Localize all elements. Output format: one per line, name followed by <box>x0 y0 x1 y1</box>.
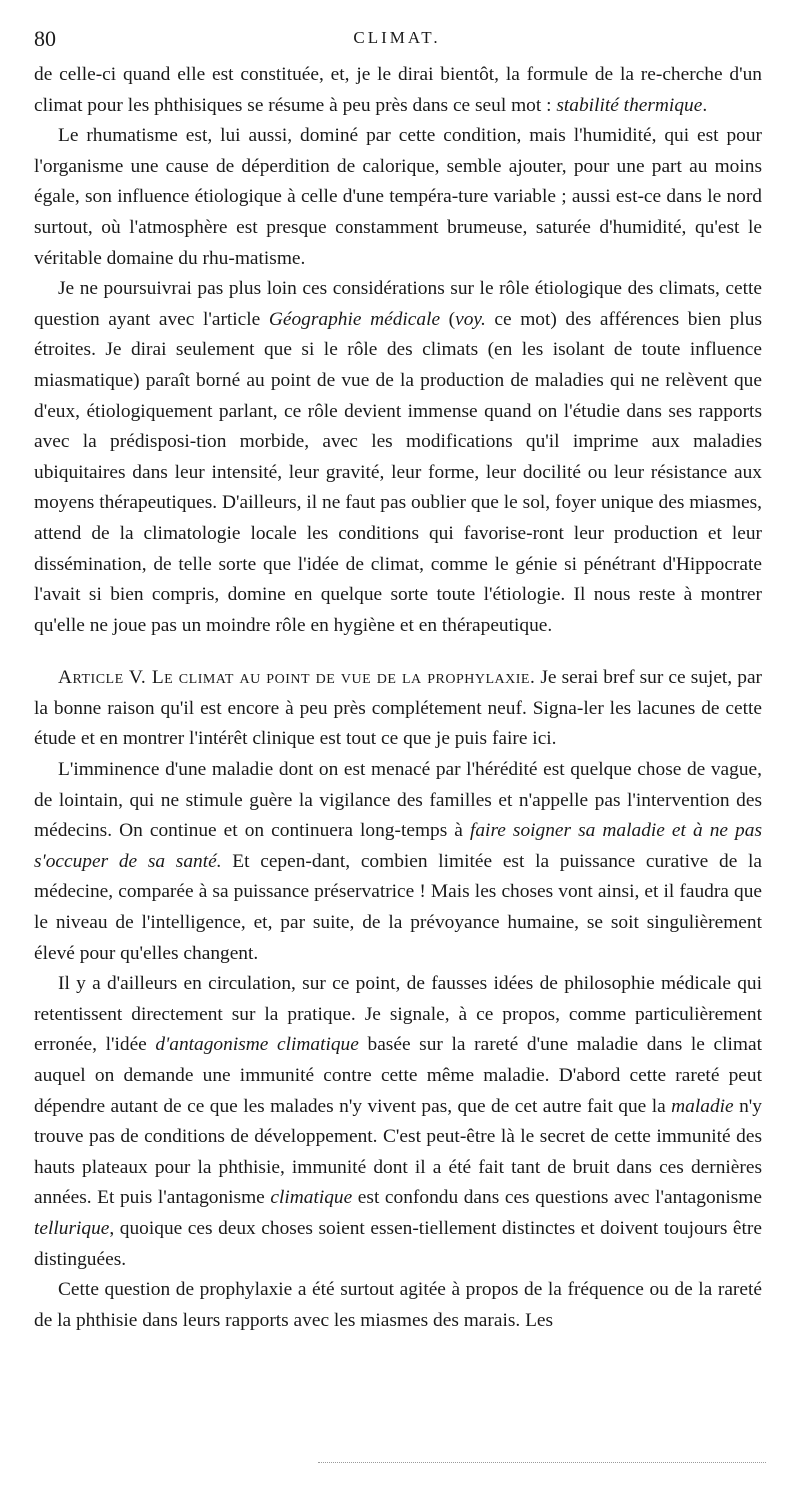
paragraph-text: basée sur la rareté d'une maladie dans le climat auquel on demande une immunité contre cette même maladie. D'abord cette rareté peut dépendre autant de ce que les malades n'y vivent pas, que de cet autre fait que la <box>34 1034 762 1117</box>
paragraph-text: . <box>702 94 708 116</box>
page-number: 80 <box>34 26 56 51</box>
page-header <box>34 26 760 56</box>
paragraph-text: est confondu dans ces questions avec l'antagonisme <box>352 1187 762 1209</box>
paragraph <box>34 121 762 274</box>
running-title: CLIMAT. <box>353 28 441 47</box>
paragraph-text: L'imminence d'une maladie dont on est menacé par l'hérédité est quelque chose de vague, de lointain, qui ne stimule guère la vigilance des familles et n'appelle pas l'intervention des médecins. On continue et on continuera long-temps à <box>34 759 762 842</box>
page-bottom-rule <box>318 1462 766 1463</box>
paragraph <box>34 274 762 641</box>
italic-text: voy. <box>455 308 486 330</box>
body-text <box>34 60 762 1336</box>
italic-text: tellurique <box>34 1217 110 1239</box>
italic-text: d'antagonisme climatique <box>155 1034 359 1056</box>
paragraph <box>34 755 762 969</box>
paragraph-text: , quoique ces deux choses soient essen-tiellement distinctes et doivent toujours être distinguées. <box>34 1217 762 1270</box>
paragraph-text: Je ne poursuivrai pas plus loin ces considérations sur le rôle étiologique des climats, cette question ayant avec l'article <box>34 278 762 330</box>
italic-text: climatique <box>270 1187 353 1209</box>
paragraph <box>34 969 762 1275</box>
paragraph <box>34 60 762 121</box>
paragraph-text: ( <box>440 308 456 330</box>
italic-text: stabilité thermique <box>556 94 703 116</box>
section-heading: Article V. Le climat au point de vue de la prophylaxie. <box>58 667 536 689</box>
paragraph <box>34 1275 762 1336</box>
italic-text: faire soigner sa maladie et à ne pas s'occuper de sa santé. <box>34 820 762 872</box>
italic-text: Géographie médicale <box>268 308 441 330</box>
paragraph-text: n'y trouve pas de conditions de développement. C'est peut-être là le secret de cette immunité des hauts plateaux pour la phthisie, immunité dont il a été fait tant de bruit dans ces dernières années. Et puis l'antagonisme <box>34 1095 762 1209</box>
paragraph-text: Il y a d'ailleurs en circulation, sur ce point, de fausses idées de philosophie médicale qui retentissent directement sur la pratique. Je signale, à ce propos, comme particulièrement erronée, l'idée <box>34 973 762 1056</box>
paragraph-text: Le rhumatisme est, lui aussi, dominé par cette condition, mais l'humidité, qui est pour l'organisme une cause de déperdition de calorique, semble ajouter, pour une part au moins égale, son influence étiologique à celle d'une tempéra-ture variable ; aussi est-ce dans le nord surtout, où l'atmosphère est presque constamment brumeuse, saturée d'humidité, qu'est le véritable domaine du rhu-matisme. <box>34 125 762 269</box>
paragraph-text: ce mot) des afférences bien plus étroites. Je dirai seulement que si le rôle des climats (en les isolant de toute influence miasmatique) paraît borné au point de vue de la production de maladies qui ne relèvent que d'eux, étiologiquement parlant, ce rôle devient immense quand on l'étudie dans ses rapports avec la prédisposi-tion morbide, avec les modifications qu'il imprime aux maladies ubiquitaires dans leur intensité, leur gravité, leur forme, leur docilité ou leur résistance aux moyens thérapeutiques. D'ailleurs, il ne faut pas oublier que le sol, foyer unique des miasmes, attend de la climatologie locale les conditions qui favorise-ront leur production et leur dissémination, de telle sorte que l'idée de climat, comme le génie si pénétrant d'Hippocrate l'avait si bien compris, domine en quelque sorte toute l'étiologie. Il nous reste à montrer qu'elle ne joue pas un moindre rôle en hygiène et en thérapeutique. <box>34 308 762 636</box>
paragraph-text: Je serai bref sur ce sujet, par la bonne raison qu'il est encore à peu près complétement neuf. Signa-ler les lacunes de cette étude et en montrer l'intérêt clinique est tout ce que je puis faire ici. <box>34 667 763 750</box>
italic-text: maladie <box>671 1095 734 1117</box>
paragraph-text: Et cepen-dant, combien limitée est la puissance curative de la médecine, comparée à sa puissance préservatrice ! Mais les choses vont ainsi, et il faudra que le niveau de l'intelligence, et, par suite, de la prévoyance humaine, se soit singulièrement élevé pour qu'elles changent. <box>34 850 762 964</box>
paragraph-text: de celle-ci quand elle est constituée, et, je le dirai bientôt, la formule de la re-cherche d'un climat pour les phthisiques se résume à peu près dans ce seul mot : <box>34 64 762 116</box>
paragraph <box>34 663 762 755</box>
paragraph-text: Cette question de prophylaxie a été surtout agitée à propos de la fréquence ou de la rareté de la phthisie dans leurs rapports avec les miasmes des marais. Les <box>34 1279 762 1331</box>
